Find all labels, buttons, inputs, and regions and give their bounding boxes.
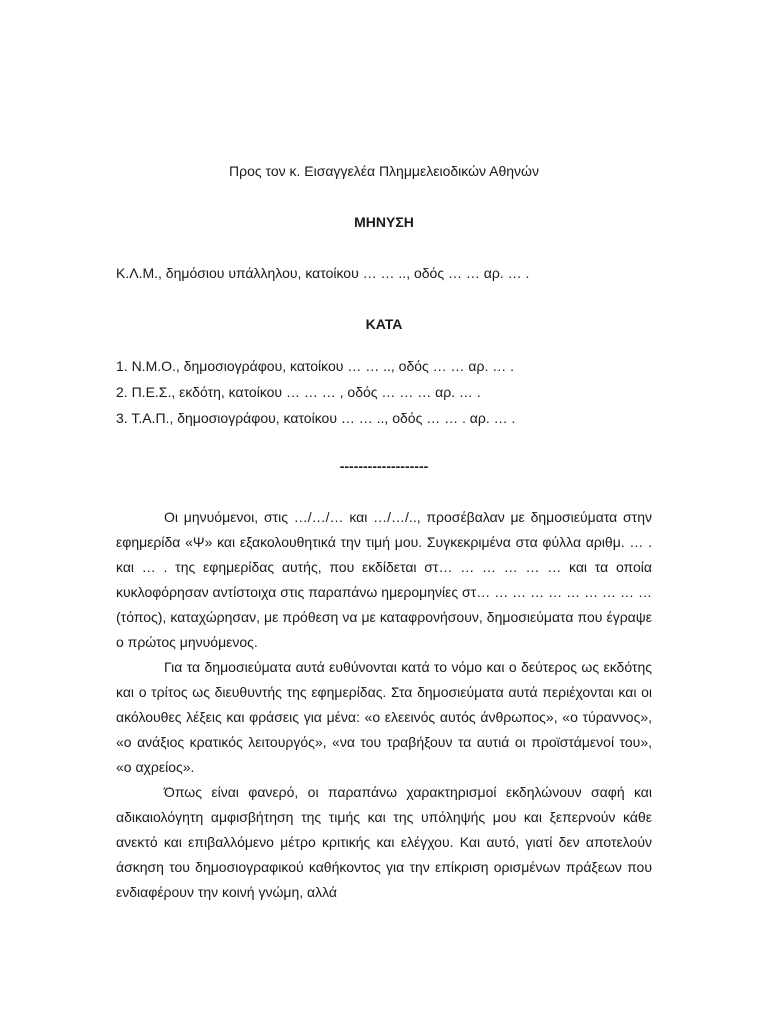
against-heading: ΚΑΤΑ (365, 316, 403, 332)
body-paragraph-3: Όπως είναι φανερό, οι παραπάνω χαρακτηρισμοί εκδηλώνουν σαφή και αδικαιολόγητη αμφισβήτηση της τιμής και της υπόληψής μου και ξεπερνούν κάθε ανεκτό και επιβαλλόμενο μέτρο κριτικής και ελέγχου. Και αυτό, γιατί δεν αποτελούν άσκηση του δημοσιογραφικού καθήκοντος για την επίκριση ορισμένων πράξεων που ενδιαφέρουν την κοινή γνώμη, αλλά (116, 784, 652, 900)
document-title: ΜΗΝΥΣΗ (354, 214, 414, 230)
defendant-1: 1. Ν.Μ.Ο., δημοσιογράφου, κατοίκου … … .., οδός … … αρ. … . (116, 358, 515, 374)
complainant-line: Κ.Λ.Μ., δημόσιου υπάλληλου, κατοίκου … … .., οδός … … αρ. … . (116, 265, 530, 281)
section-separator: ------------------- (339, 458, 429, 474)
defendant-2: 2. Π.Ε.Σ., εκδότη, κατοίκου … … … , οδός … … … αρ. … . (116, 384, 481, 400)
defendant-3: 3. Τ.Α.Π., δημοσιογράφου, κατοίκου … … .., οδός … … . αρ. … . (116, 410, 516, 426)
body-paragraph-2: Για τα δημοσιεύματα αυτά ευθύνονται κατά το νόμο και ο δεύτερος ως εκδότης και ο τρίτος ως διευθυντής της εφημερίδας. Στα δημοσιεύματα αυτά περιέχονται και οι ακόλουθες λέξεις και φράσεις για μένα: «ο ελεεινός αυτός άνθρωπος», «ο τύραννος», «ο ανάξιος κρατικός λειτουργός», «να του τραβήξουν τα αυτιά οι προϊστάμενοί του», «ο αχρείος». (116, 659, 652, 775)
recipient-line: Προς τον κ. Εισαγγελέα Πλημμελειοδικών Αθηνών (229, 163, 539, 179)
body-paragraph-1: Οι μηνυόμενοι, στις …/…/… και …/…/.., προσέβαλαν με δημοσιεύματα στην εφημερίδα «Ψ» και εξακολουθητικά την τιμή μου. Συγκεκριμένα στα φύλλα αριθμ. … . και … . της εφημερίδας αυτής, που εκδίδεται στ… … … … … … και τα οποία κυκλοφόρησαν αντίστοιχα στις παραπάνω ημερομηνίες στ… … … … … … … … … … (τόπος), καταχώρησαν, με πρόθεση να με καταφρονήσουν, δημοσιεύματα που έγραψε ο πρώτος μηνυόμενος. (116, 509, 652, 650)
